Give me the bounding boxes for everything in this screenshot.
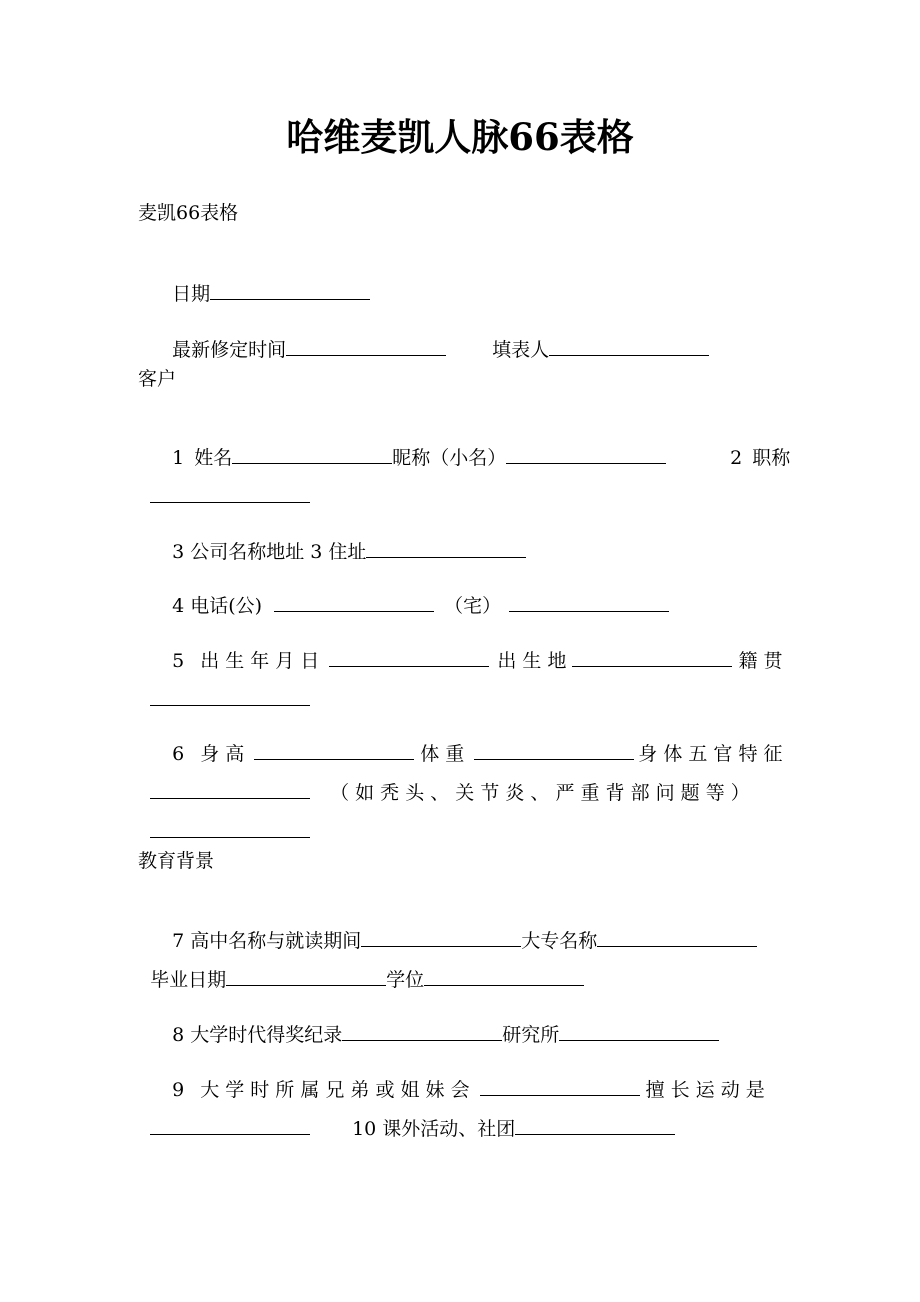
revised-label: 最新修定时间 (172, 339, 287, 361)
q1-name-label: 姓名 (194, 447, 233, 469)
q9-sport-blank[interactable] (150, 1116, 310, 1135)
q3-blank[interactable] (366, 539, 526, 558)
q6-number: 6 (172, 743, 185, 765)
q2-blank-row (138, 458, 310, 510)
q9-sport-label: 擅 长 运 动 是 (645, 1079, 765, 1101)
q9-fraternity-label: 大 学 时 所 属 兄 弟 或 姐 妹 会 (200, 1079, 470, 1101)
q6-note: （ 如 秃 头 、 关 节 炎 、 严 重 背 部 问 题 等 ） (330, 782, 750, 804)
q4-home-blank[interactable] (509, 593, 669, 612)
q5-birthplace-label: 出 生 地 (497, 650, 567, 672)
filler-label: 填表人 (492, 339, 550, 361)
q3-row (160, 513, 526, 565)
q8-row (160, 996, 719, 1048)
q3-label: 3 公司名称地址 3 住址 (172, 541, 367, 563)
q5-birthday-blank[interactable] (329, 648, 489, 667)
filler-row (480, 311, 709, 363)
q8-institute-label: 研究所 (502, 1024, 560, 1046)
q2-row (718, 419, 790, 471)
date-label: 日期 (172, 283, 211, 305)
q2-title-label: 职称 (752, 447, 791, 469)
q7-row-2 (138, 941, 584, 993)
q1-nick-blank[interactable] (506, 445, 666, 464)
q8-institute-blank[interactable] (559, 1022, 719, 1041)
q10-label: 10 课外活动、社团 (352, 1118, 516, 1140)
intro-heading: 麦凯66表格 (138, 202, 239, 224)
q8-awards-label: 8 大学时代得奖纪录 (172, 1024, 343, 1046)
q6-extra-blank[interactable] (150, 819, 310, 838)
q4-row (160, 567, 669, 619)
q9-q10-row (138, 1090, 675, 1142)
q5-birthplace-blank[interactable] (572, 648, 732, 667)
q4-office-blank[interactable] (274, 593, 434, 612)
q7-grad-blank[interactable] (226, 967, 386, 986)
q2-number: 2 (730, 447, 743, 469)
q5-blank-row (138, 661, 310, 713)
revised-row (160, 311, 446, 363)
document-title: 哈维麦凯人脉66表格 (286, 115, 634, 159)
q5-birthday-label: 出 生 年 月 日 (200, 650, 320, 672)
q7-college-label: 大专名称 (521, 930, 598, 952)
q2-title-blank[interactable] (150, 484, 310, 503)
section-customer: 客户 (138, 368, 177, 390)
q10-blank[interactable] (515, 1116, 675, 1135)
q6-height-label: 身 高 (200, 743, 245, 765)
q6-weight-label: 体 重 (420, 743, 465, 765)
q7-degree-blank[interactable] (424, 967, 584, 986)
q5-number: 5 (172, 650, 185, 672)
date-row (160, 255, 370, 307)
q1-number: 1 (172, 447, 185, 469)
q4-home-label: （宅） (444, 595, 502, 617)
q5-native-label: 籍 贯 (738, 650, 783, 672)
section-education: 教育背景 (138, 850, 215, 872)
q7-school-label: 7 高中名称与就读期间 (172, 930, 362, 952)
q7-college-blank[interactable] (597, 928, 757, 947)
q6-extra-row (138, 793, 310, 845)
date-blank[interactable] (210, 281, 370, 300)
q7-degree-label: 学位 (386, 969, 425, 991)
q1-nick-label: 昵称（小名） (392, 447, 507, 469)
q5-native-blank[interactable] (150, 687, 310, 706)
q9-number: 9 (172, 1079, 185, 1101)
filler-blank[interactable] (549, 337, 709, 356)
q7-grad-label: 毕业日期 (150, 969, 227, 991)
q8-awards-blank[interactable] (342, 1022, 502, 1041)
q6-features-label: 身 体 五 官 特 征 (638, 743, 783, 765)
revised-blank[interactable] (286, 337, 446, 356)
q4-office-label: 4 电话(公) (172, 595, 263, 617)
